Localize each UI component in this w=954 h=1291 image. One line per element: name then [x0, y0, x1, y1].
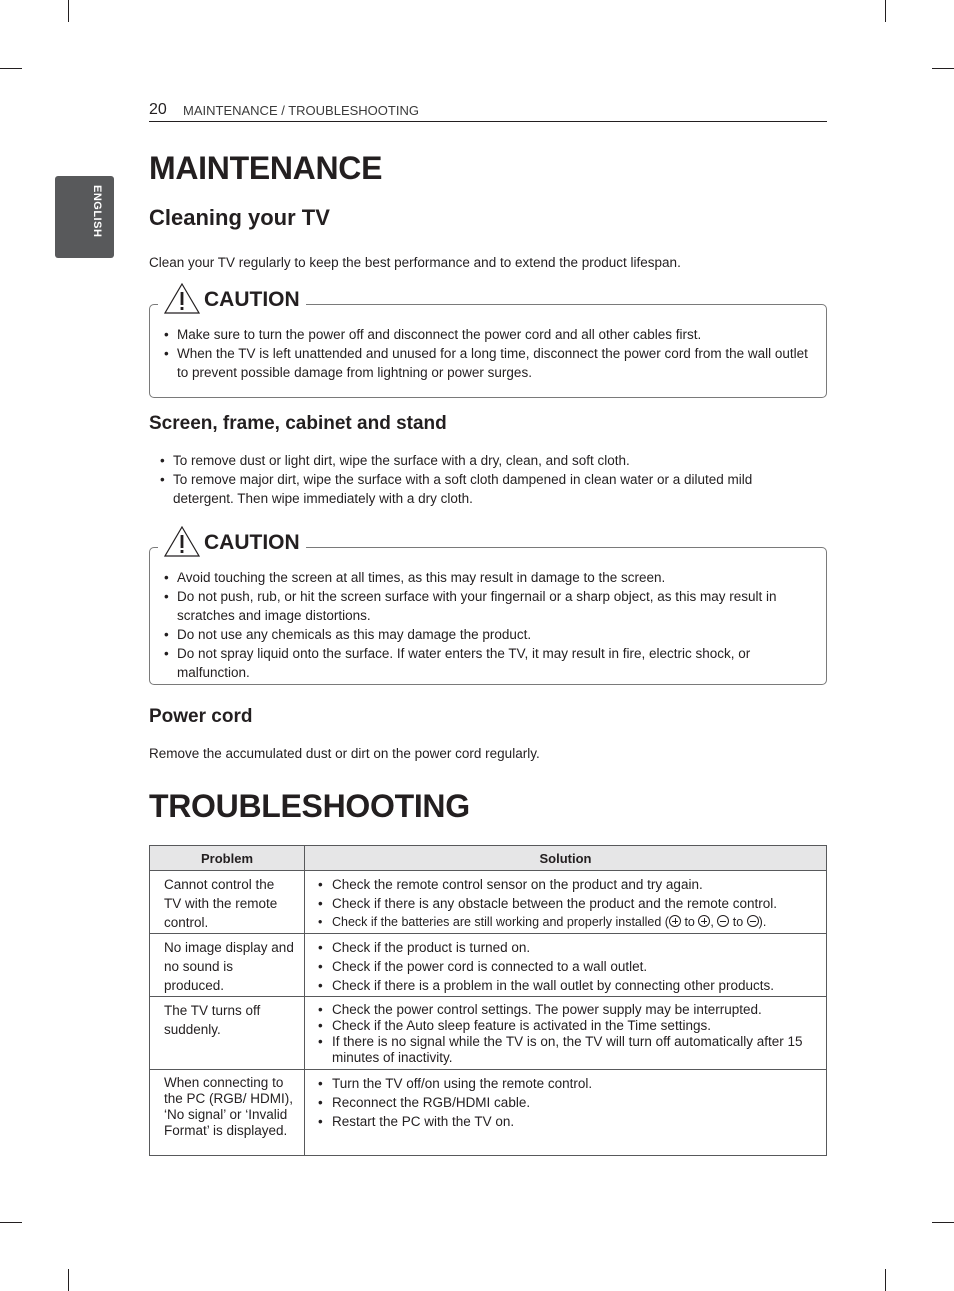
crop-mark	[885, 0, 886, 22]
page-header	[149, 100, 827, 122]
power-cord-heading: Power cord	[149, 706, 253, 727]
caution-label: CAUTION	[204, 531, 300, 554]
page-number: 20	[149, 101, 167, 118]
solution-item: • Check if there is a problem in the wall outlet by connecting other products.	[318, 976, 816, 995]
column-header-problem: Problem	[150, 846, 305, 871]
solution-list	[318, 1074, 816, 1131]
table-row	[150, 997, 827, 1070]
crop-mark	[68, 1269, 69, 1291]
solution-item: • Check the remote control sensor on the product and try again.	[318, 875, 816, 894]
caution-box	[149, 531, 827, 685]
caution-list	[164, 568, 814, 682]
solution-item	[318, 913, 816, 932]
crop-mark	[68, 0, 69, 22]
column-header-solution: Solution	[305, 846, 827, 871]
solution-item: • Turn the TV off/on using the remote control.	[318, 1074, 816, 1093]
screen-item: • To remove major dirt, wipe the surface with a soft cloth dampened in clean water or a diluted mild detergent. Then wipe immediately with a dry cloth.	[160, 470, 800, 508]
battery-text-a: Check if the batteries are still working and properly installed (	[332, 915, 669, 929]
maintenance-heading: MAINTENANCE	[149, 150, 383, 186]
solution-item: • Check the power control settings. The power supply may be interrupted.	[318, 1002, 816, 1018]
screen-heading: Screen, frame, cabinet and stand	[149, 413, 447, 434]
solution-list	[318, 875, 816, 932]
solution-cell	[305, 871, 827, 934]
troubleshooting-table	[149, 845, 827, 1156]
troubleshooting-heading: TROUBLESHOOTING	[149, 788, 470, 824]
screen-item: • To remove dust or light dirt, wipe the surface with a dry, clean, and soft cloth.	[160, 451, 800, 470]
crop-mark	[932, 1222, 954, 1223]
solution-cell	[305, 1070, 827, 1156]
table-row	[150, 934, 827, 997]
language-tab-label: ENGLISH	[91, 185, 103, 238]
warning-icon	[164, 283, 200, 315]
caution-header	[158, 524, 306, 558]
power-cord-text: Remove the accumulated dust or dirt on the power cord regularly.	[149, 746, 540, 761]
solution-item: • Reconnect the RGB/HDMI cable.	[318, 1093, 816, 1112]
language-tab	[55, 176, 114, 258]
header-section-title: MAINTENANCE / TROUBLESHOOTING	[183, 103, 419, 118]
caution-item: • Do not spray liquid onto the surface. If water enters the TV, it may result in fire, electric shock, or malfunction.	[164, 644, 814, 682]
solution-item: • Restart the PC with the TV on.	[318, 1112, 816, 1131]
cleaning-intro: Clean your TV regularly to keep the best performance and to extend the product lifespan.	[149, 255, 681, 270]
caution-header	[158, 281, 306, 315]
caution-item: • When the TV is left unattended and unused for a long time, disconnect the power cord from the wall outlet to prevent possible damage from lightning or power surges.	[164, 344, 814, 382]
solution-item: • If there is no signal while the TV is on, the TV will turn off automatically after 15 minutes of inactivity.	[318, 1034, 816, 1066]
minus-terminal-icon	[717, 915, 729, 927]
caution-item: • Avoid touching the screen at all times, as this may result in damage to the screen.	[164, 568, 814, 587]
screen-list	[160, 451, 800, 508]
caution-item: • Do not use any chemicals as this may damage the product.	[164, 625, 814, 644]
battery-text-e: ).	[758, 915, 767, 929]
solution-item: • Check if there is any obstacle between the product and the remote control.	[318, 894, 816, 913]
solution-list	[318, 938, 816, 995]
crop-mark	[0, 1222, 22, 1223]
warning-icon	[164, 526, 200, 558]
battery-text-b: to	[680, 915, 699, 929]
table-header-row	[150, 846, 827, 871]
problem-cell: Cannot control the TV with the remote control.	[150, 871, 305, 934]
caution-list	[164, 325, 814, 382]
problem-cell: The TV turns off suddenly.	[150, 997, 305, 1070]
battery-text-d: to	[729, 915, 747, 929]
problem-cell: When connecting to the PC (RGB/ HDMI), ‘No signal’ or ‘Invalid Format’ is displayed.	[150, 1070, 305, 1156]
solution-cell	[305, 997, 827, 1070]
problem-cell: No image display and no sound is produced.	[150, 934, 305, 997]
battery-text-c: ,	[710, 915, 718, 929]
caution-label: CAUTION	[204, 288, 300, 311]
solution-item: • Check if the Auto sleep feature is activated in the Time settings.	[318, 1018, 816, 1034]
table-row	[150, 1070, 827, 1156]
caution-box	[149, 288, 827, 398]
caution-item: • Do not push, rub, or hit the screen surface with your fingernail or a sharp object, as this may result in scratches and image distortions.	[164, 587, 814, 625]
plus-terminal-icon	[698, 915, 710, 927]
plus-terminal-icon	[669, 915, 681, 927]
crop-mark	[885, 1269, 886, 1291]
minus-terminal-icon	[747, 915, 759, 927]
crop-mark	[0, 68, 22, 69]
cleaning-heading: Cleaning your TV	[149, 205, 330, 230]
solution-item: • Check if the product is turned on.	[318, 938, 816, 957]
crop-mark	[932, 68, 954, 69]
table-row	[150, 871, 827, 934]
solution-cell	[305, 934, 827, 997]
solution-list	[318, 1001, 816, 1066]
solution-item: • Check if the power cord is connected to a wall outlet.	[318, 957, 816, 976]
caution-item: • Make sure to turn the power off and disconnect the power cord and all other cables first.	[164, 325, 814, 344]
